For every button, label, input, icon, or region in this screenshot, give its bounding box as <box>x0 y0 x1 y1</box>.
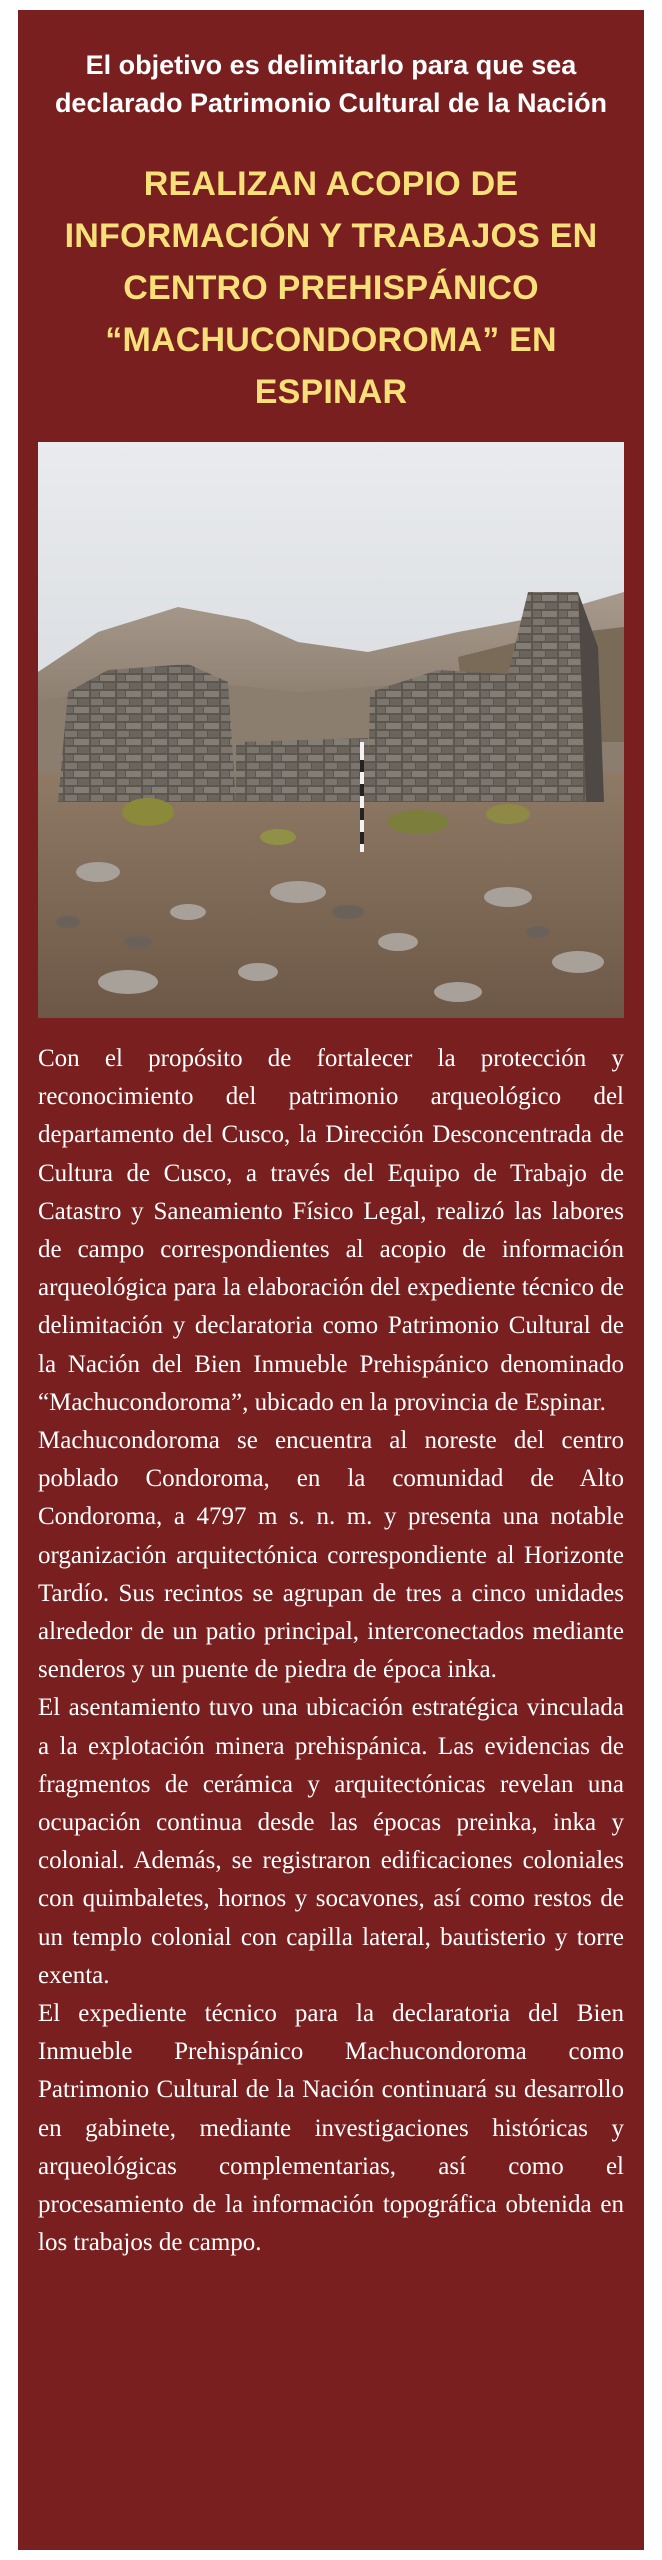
ruins-photo-illustration <box>38 442 624 1018</box>
article-paragraph-3: El asentamiento tuvo una ubicación estratégica vinculada a la explotación minera prehispánica. Las evidencias de fragmentos de cerámica y arquitectónicas revelan una ocupación continua desde las épocas preinka, inka y colonial. Además, se registraron edificaciones coloniales con quimbaletes, hornos y socavones, así como restos de un templo colonial con capilla lateral, bautisterio y torre exenta. <box>38 1694 624 1989</box>
article-photo <box>38 442 624 1018</box>
article-body <box>38 1040 624 2263</box>
article-panel <box>18 10 644 2550</box>
article-kicker: El objetivo es delimitarlo para que sea declarado Patrimonio Cultural de la Nación <box>54 50 608 118</box>
article-paragraph-2: Machucondoroma se encuentra al noreste del centro poblado Condoroma, en la comunidad de Alto Condoroma, a 4797 m s. n. m. y presenta una notable organización arquitectónica correspondiente al Horizonte Tardío. Sus recintos se agrupan de tres a cinco unidades alrededor de un patio principal, interconectados mediante senderos y un puente de piedra de época inka. <box>38 1427 624 1684</box>
article-headline: REALIZAN ACOPIO DE INFORMACIÓN Y TRABAJOS EN CENTRO PREHISPÁNICO “MACHUCONDOROMA” EN ESPINAR <box>64 165 598 411</box>
article-paragraph-1: Con el propósito de fortalecer la protección y reconocimiento del patrimonio arqueológico del departamento del Cusco, la Dirección Desconcentrada de Cultura de Cusco, a través del Equipo de Trabajo de Catastro y Saneamiento Físico Legal, realizó las labores de campo correspondientes al acopio de información arqueológica para la elaboración del expediente técnico de delimitación y declaratoria como Patrimonio Cultural de la Nación del Bien Inmueble Prehispánico denominado “Machucondoroma”, ubicado en la provincia de Espinar. <box>38 1045 624 1416</box>
article-paragraph-4: El expediente técnico para la declaratoria del Bien Inmueble Prehispánico Machucondoroma como Patrimonio Cultural de la Nación continuará su desarrollo en gabinete, mediante investigaciones históricas y arqueológicas complementarias, así como el procesamiento de la información topográfica obtenida en los trabajos de campo. <box>38 2000 624 2257</box>
